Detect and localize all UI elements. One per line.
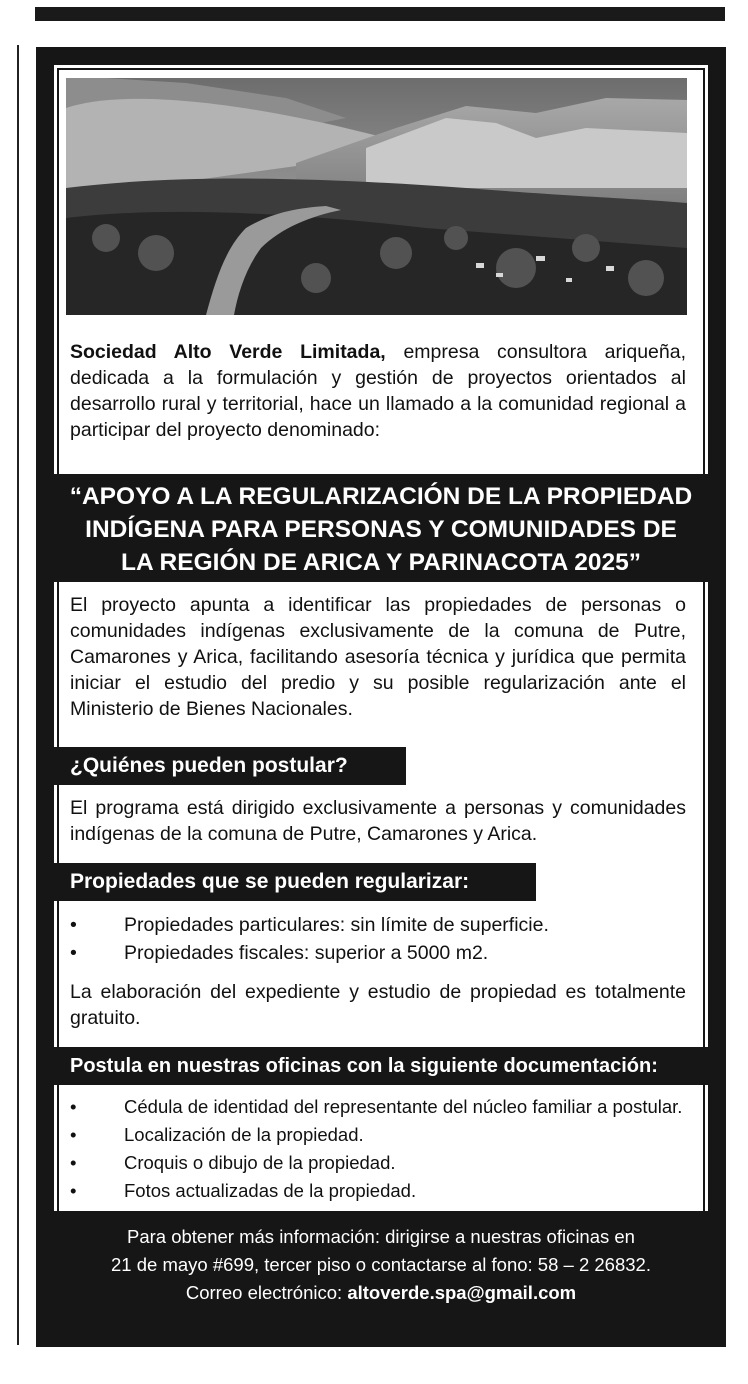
email-address[interactable]: altoverde.spa@gmail.com [347, 1282, 577, 1303]
list-item-text: Propiedades particulares: sin límite de superficie. [124, 914, 549, 936]
advertisement-frame [36, 47, 726, 1347]
top-rule [35, 7, 725, 21]
properties-heading: Propiedades que se pueden regularizar: [54, 863, 536, 901]
who-text: El programa está dirigido exclusivamente a personas y comunidades indígenas de la comuna de Putre, Camarones y Arica. [70, 797, 686, 845]
bullet: • [70, 914, 77, 936]
column-rule [17, 45, 19, 1345]
title-line: “APOYO A LA REGULARIZACIÓN DE LA PROPIEDAD [69, 483, 693, 510]
list-item-text: Croquis o dibujo de la propiedad. [124, 1152, 396, 1173]
list-item [70, 1149, 686, 1177]
intro-text: empresa consultora ariqueña, dedicada a la formulación y gestión de proyectos orientados al desarrollo rural y territorial, hace un llamado a la comunidad regional a participar del proyecto denominado: [70, 341, 686, 441]
list-item [70, 1177, 686, 1205]
valley-photo [66, 78, 687, 315]
documents-heading: Postula en nuestras oficinas con la siguiente documentación: [54, 1047, 708, 1085]
list-item-text: Fotos actualizadas de la propiedad. [124, 1180, 417, 1201]
project-title [54, 474, 708, 582]
contact-line: Para obtener más información: dirigirse a nuestras oficinas en [127, 1226, 635, 1247]
email-label: Correo electrónico: [185, 1282, 343, 1303]
list-item [70, 939, 686, 967]
bullet: • [70, 1096, 77, 1117]
contact-line: 21 de mayo #699, tercer piso o contactarse al fono: 58 – 2 26832. [111, 1254, 651, 1275]
list-item-text: Cédula de identidad del representante del núcleo familiar a postular. [124, 1096, 683, 1117]
title-line: LA REGIÓN DE ARICA Y PARINACOTA 2025” [120, 549, 642, 576]
intro-paragraph [70, 339, 686, 443]
list-item-text: Propiedades fiscales: superior a 5000 m2. [124, 942, 489, 964]
properties-list [70, 911, 686, 967]
email-line [54, 1279, 708, 1307]
advertisement-body [54, 65, 708, 1329]
bullet: • [70, 1152, 77, 1173]
list-item [70, 1093, 686, 1121]
company-name: Sociedad Alto Verde Limitada, [70, 341, 386, 363]
bullet: • [70, 942, 77, 964]
cost-note: La elaboración del expediente y estudio de propiedad es totalmente gratuito. [70, 981, 686, 1029]
title-line: INDÍGENA PARA PERSONAS Y COMUNIDADES DE [85, 516, 677, 543]
documents-list [70, 1093, 686, 1205]
bullet: • [70, 1124, 77, 1145]
who-heading: ¿Quiénes pueden postular? [54, 747, 406, 785]
list-item [70, 911, 686, 939]
list-item [70, 1121, 686, 1149]
contact-footer [54, 1211, 708, 1329]
bullet: • [70, 1180, 77, 1201]
project-description: El proyecto apunta a identificar las propiedades de personas o comunidades indígenas exclusivamente de la comuna de Putre, Camarones y Arica, facilitando asesoría técnica y jurídica que permita iniciar el estudio del predio y su posible regularización ante el Ministerio de Bienes Nacionales. [70, 594, 686, 720]
list-item-text: Localización de la propiedad. [124, 1124, 364, 1145]
